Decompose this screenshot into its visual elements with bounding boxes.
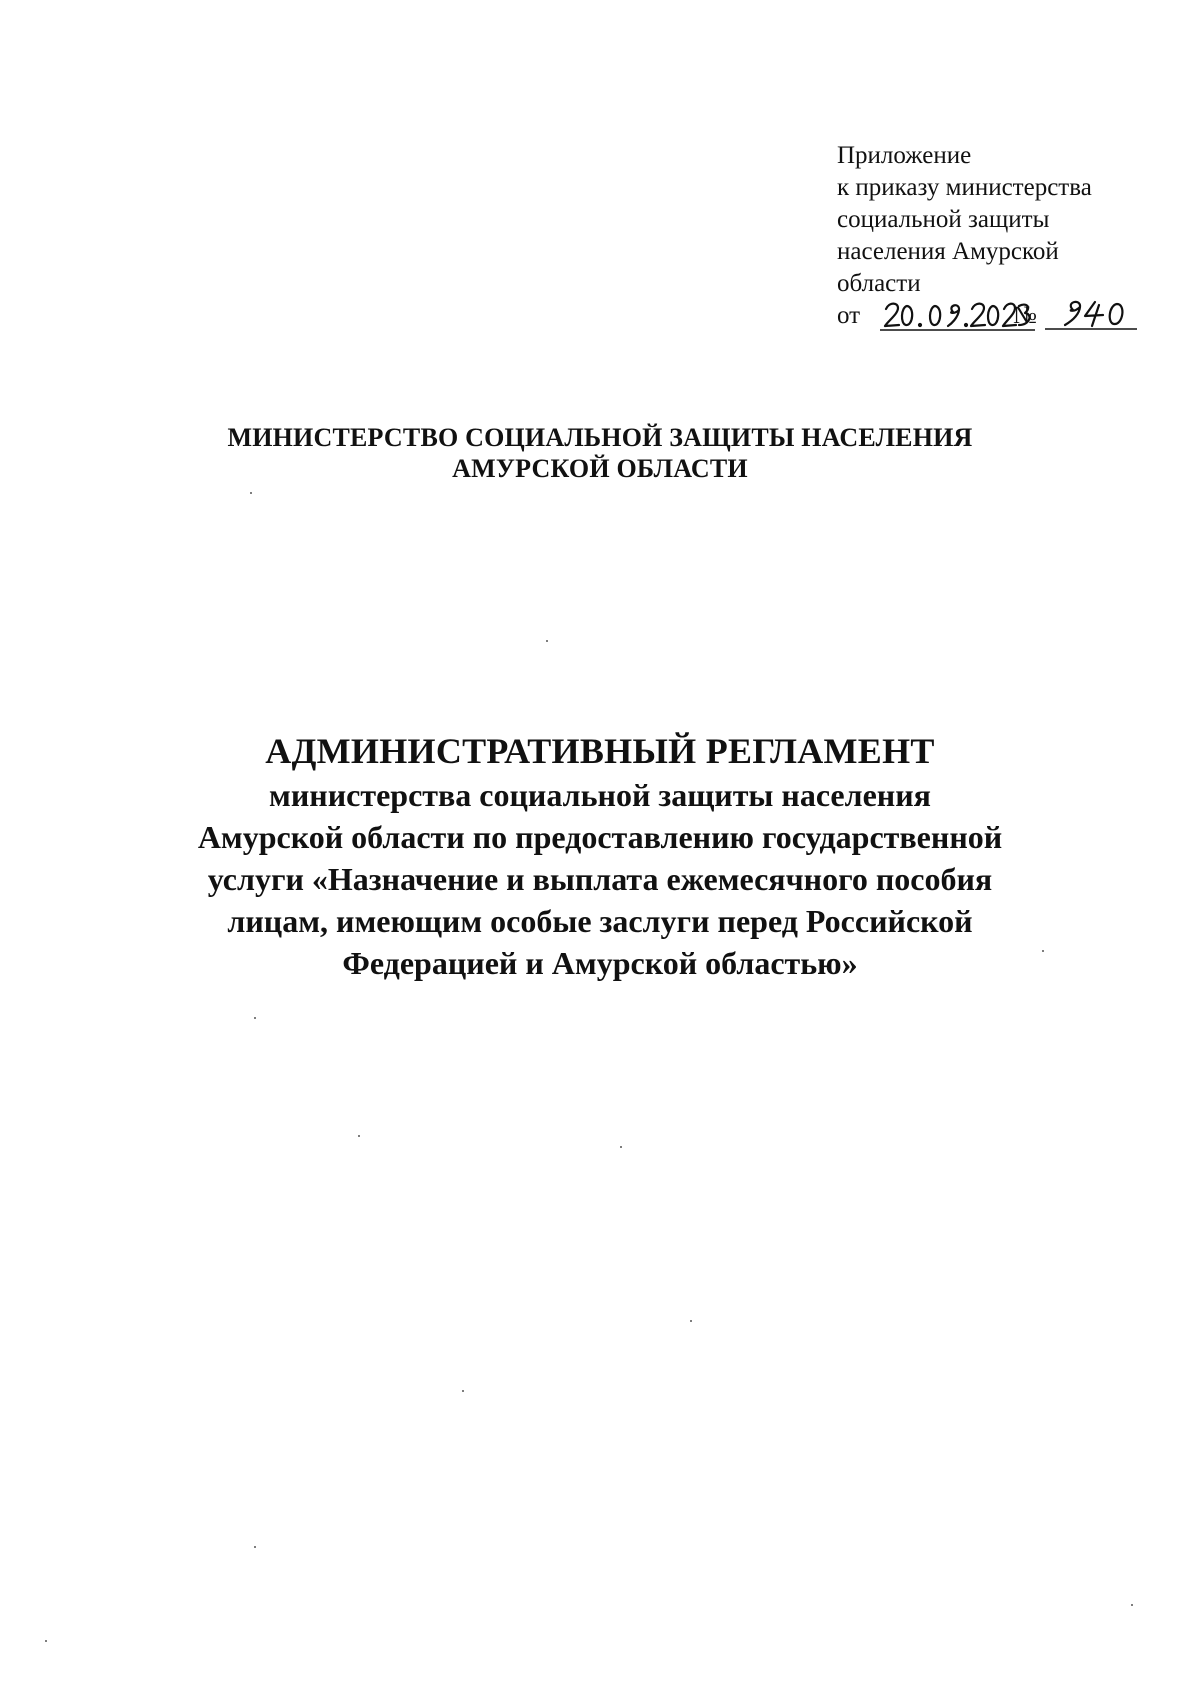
scan-speck <box>690 1320 692 1322</box>
order-number-handwritten <box>1045 296 1137 332</box>
order-date-handwritten <box>880 297 1035 333</box>
scan-speck <box>546 640 548 642</box>
subtitle-line: Федерацией и Амурской областью» <box>342 945 858 981</box>
scan-speck <box>358 1135 360 1137</box>
ministry-name-line1: МИНИСТЕРСТВО СОЦИАЛЬНОЙ ЗАЩИТЫ НАСЕЛЕНИЯ <box>227 423 973 452</box>
scan-speck <box>254 1017 256 1019</box>
subtitle-line: услуги «Назначение и выплата ежемесячного пособия <box>207 861 993 897</box>
appendix-line: социальной защиты <box>837 206 1050 233</box>
appendix-line: к приказу министерства <box>837 174 1092 201</box>
ministry-header <box>100 422 1100 484</box>
appendix-line: области <box>837 270 921 297</box>
subtitle-line: министерства социальной защиты населения <box>269 777 931 813</box>
appendix-line: населения Амурской <box>837 238 1059 265</box>
order-prefix: от <box>837 302 861 329</box>
scan-speck <box>620 1146 622 1148</box>
order-reference <box>837 300 1137 334</box>
regulation-title-block <box>100 728 1100 984</box>
scan-speck <box>45 1640 47 1642</box>
ministry-name-line2: АМУРСКОЙ ОБЛАСТИ <box>452 454 748 483</box>
appendix-line: Приложение <box>837 142 972 169</box>
regulation-subtitle <box>100 774 1100 984</box>
scan-speck <box>462 1390 464 1392</box>
regulation-title: АДМИНИСТРАТИВНЫЙ РЕГЛАМЕНТ <box>265 731 935 771</box>
scan-speck <box>250 492 252 494</box>
scan-speck <box>1042 950 1044 952</box>
order-number-sign: № <box>1013 302 1037 329</box>
appendix-block <box>837 140 1137 334</box>
scan-speck <box>254 1546 256 1548</box>
subtitle-line: Амурской области по предоставлению государственной <box>197 819 1003 855</box>
scan-speck <box>1131 1604 1133 1606</box>
subtitle-line: лицам, имеющим особые заслуги перед Российской <box>227 903 973 939</box>
